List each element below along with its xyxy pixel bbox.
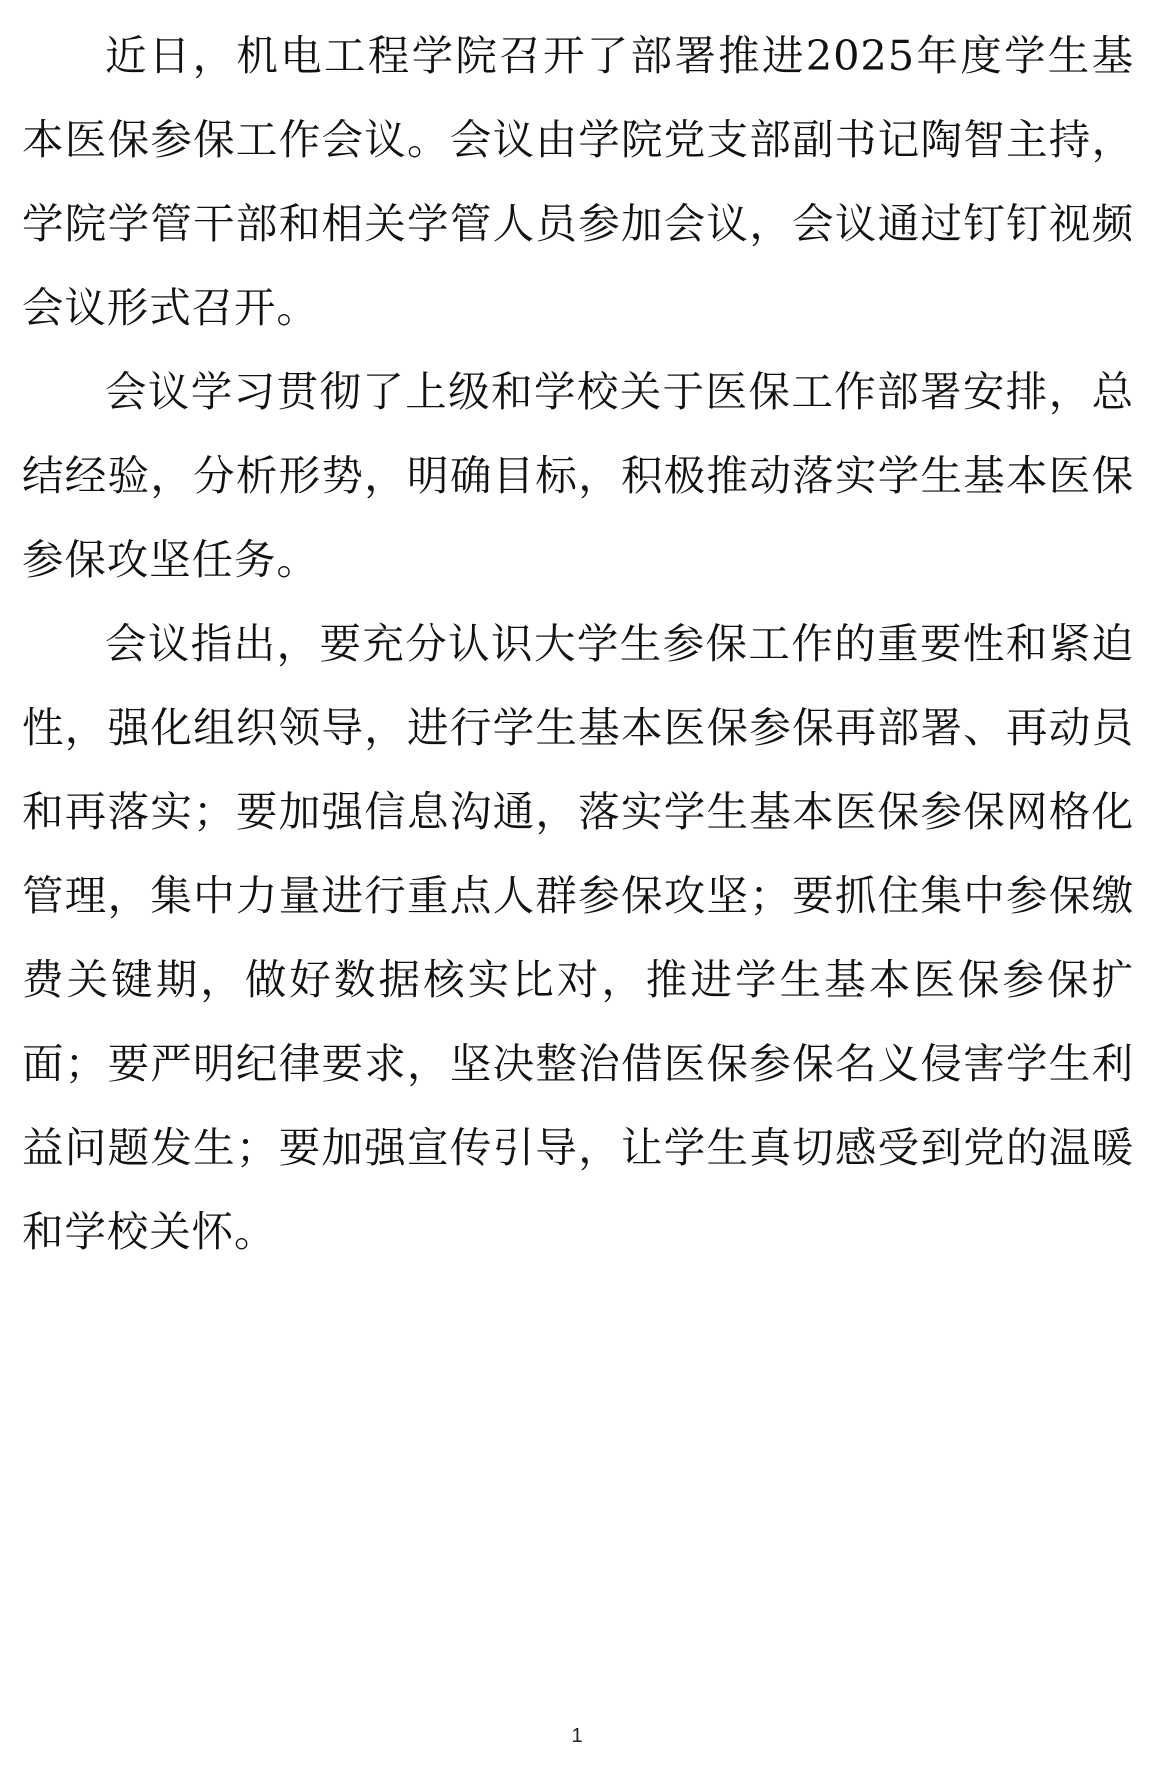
page-number: 1 <box>571 1725 583 1747</box>
paragraph-meeting-study: 会议学习贯彻了上级和学校关于医保工作部署安排，总结经验，分析形势，明确目标，积极推动落实学生基本医保参保攻坚任务。 <box>22 367 1134 584</box>
paragraph-meeting-requirements: 会议指出，要充分认识大学生参保工作的重要性和紧迫性，强化组织领导，进行学生基本医保参保再部署、再动员和再落实；要加强信息沟通，落实学生基本医保参保网格化管理，集中力量进行重点人群参保攻坚；要抓住集中参保缴费关键期，做好数据核实比对，推进学生基本医保参保扩面；要严明纪律要求，坚决整治借医保参保名义侵害学生利益问题发生；要加强宣传引导，让学生真切感受到党的温暖和学校关怀。 <box>22 619 1134 1256</box>
document-body <box>22 14 1134 1274</box>
paragraph-meeting-intro: 近日，机电工程学院召开了部署推进2025年度学生基本医保参保工作会议。会议由学院党支部副书记陶智主持，学院学管干部和相关学管人员参加会议，会议通过钉钉视频会议形式召开。 <box>22 31 1134 332</box>
